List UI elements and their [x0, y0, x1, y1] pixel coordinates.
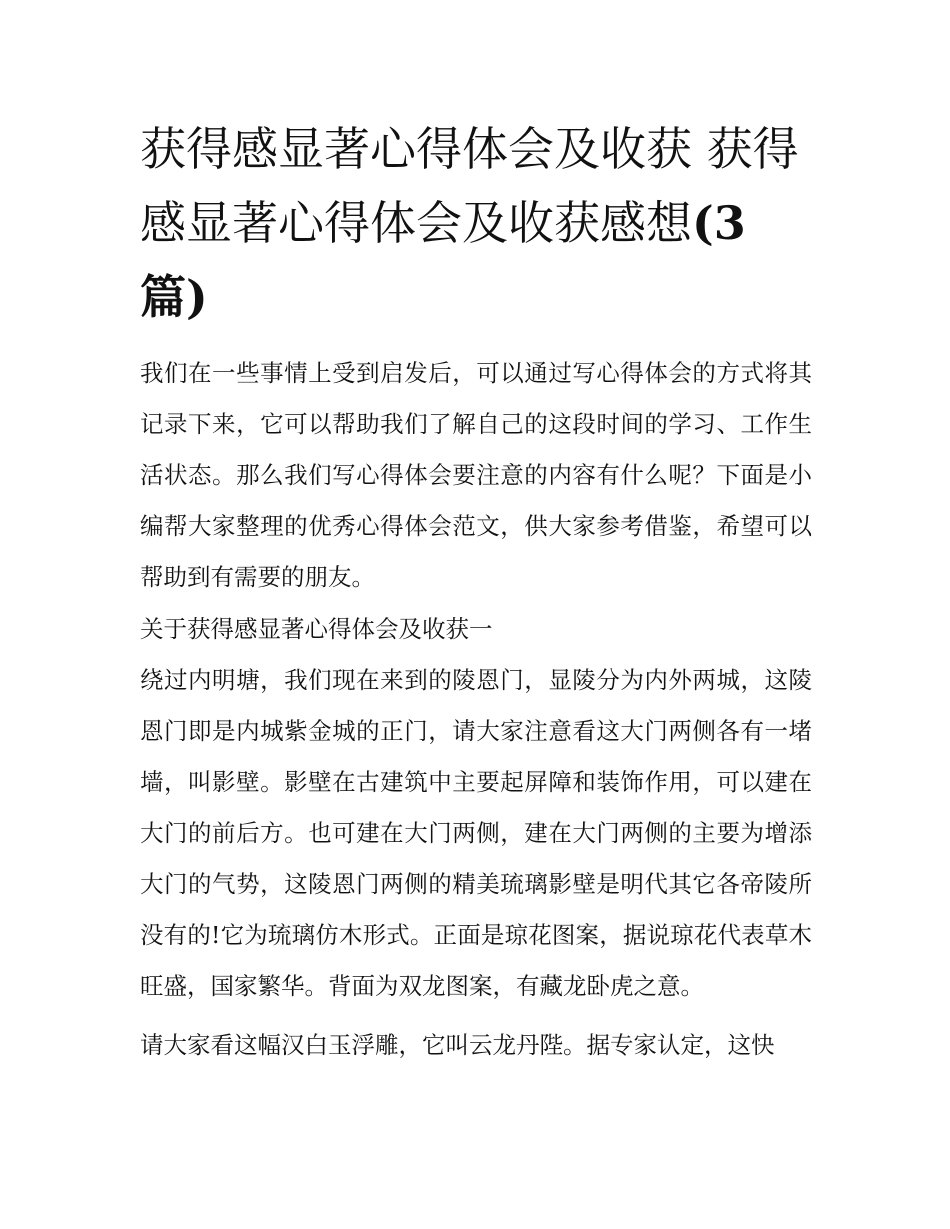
section-heading: 关于获得感显著心得体会及收获一 — [140, 615, 493, 643]
title-main-text: 获得感显著心得体会及收获 获得感显著心得体会及收获感想 — [140, 122, 799, 250]
body-paragraph-2: 请大家看这幅汉白玉浮雕，它叫云龙丹陛。据专家认定，这快 — [140, 1031, 775, 1059]
intro-paragraph: 我们在一些事情上受到启发后，可以通过写心得体会的方式将其记录下来，它可以帮助我们了解自己的这段时间的学习、工作生活状态。那么我们写心得体会要注意的内容有什么呢？下面是小编帮大家整理的优秀心得体会范文，供大家参考借鉴，希望可以帮助到有需要的朋友。 — [140, 359, 812, 591]
title-suffix-text: (3篇) — [140, 196, 746, 324]
document-title — [140, 112, 812, 334]
document-page — [140, 112, 812, 1071]
body-paragraph-1: 绕过内明塘，我们现在来到的陵恩门，显陵分为内外两城，这陵恩门即是内城紫金城的正门，请大家注意看这大门两侧各有一堵墙，叫影壁。影壁在古建筑中主要起屏障和装饰作用，可以建在大门的前后方。也可建在大门两侧，建在大门两侧的主要为增添大门的气势，这陵恩门两侧的精美琉璃影壁是明代其它各帝陵所没有的!它为琉璃仿木形式。正面是琼花图案，据说琼花代表草木旺盛，国家繁华。背面为双龙图案，有藏龙卧虎之意。 — [140, 666, 812, 1000]
